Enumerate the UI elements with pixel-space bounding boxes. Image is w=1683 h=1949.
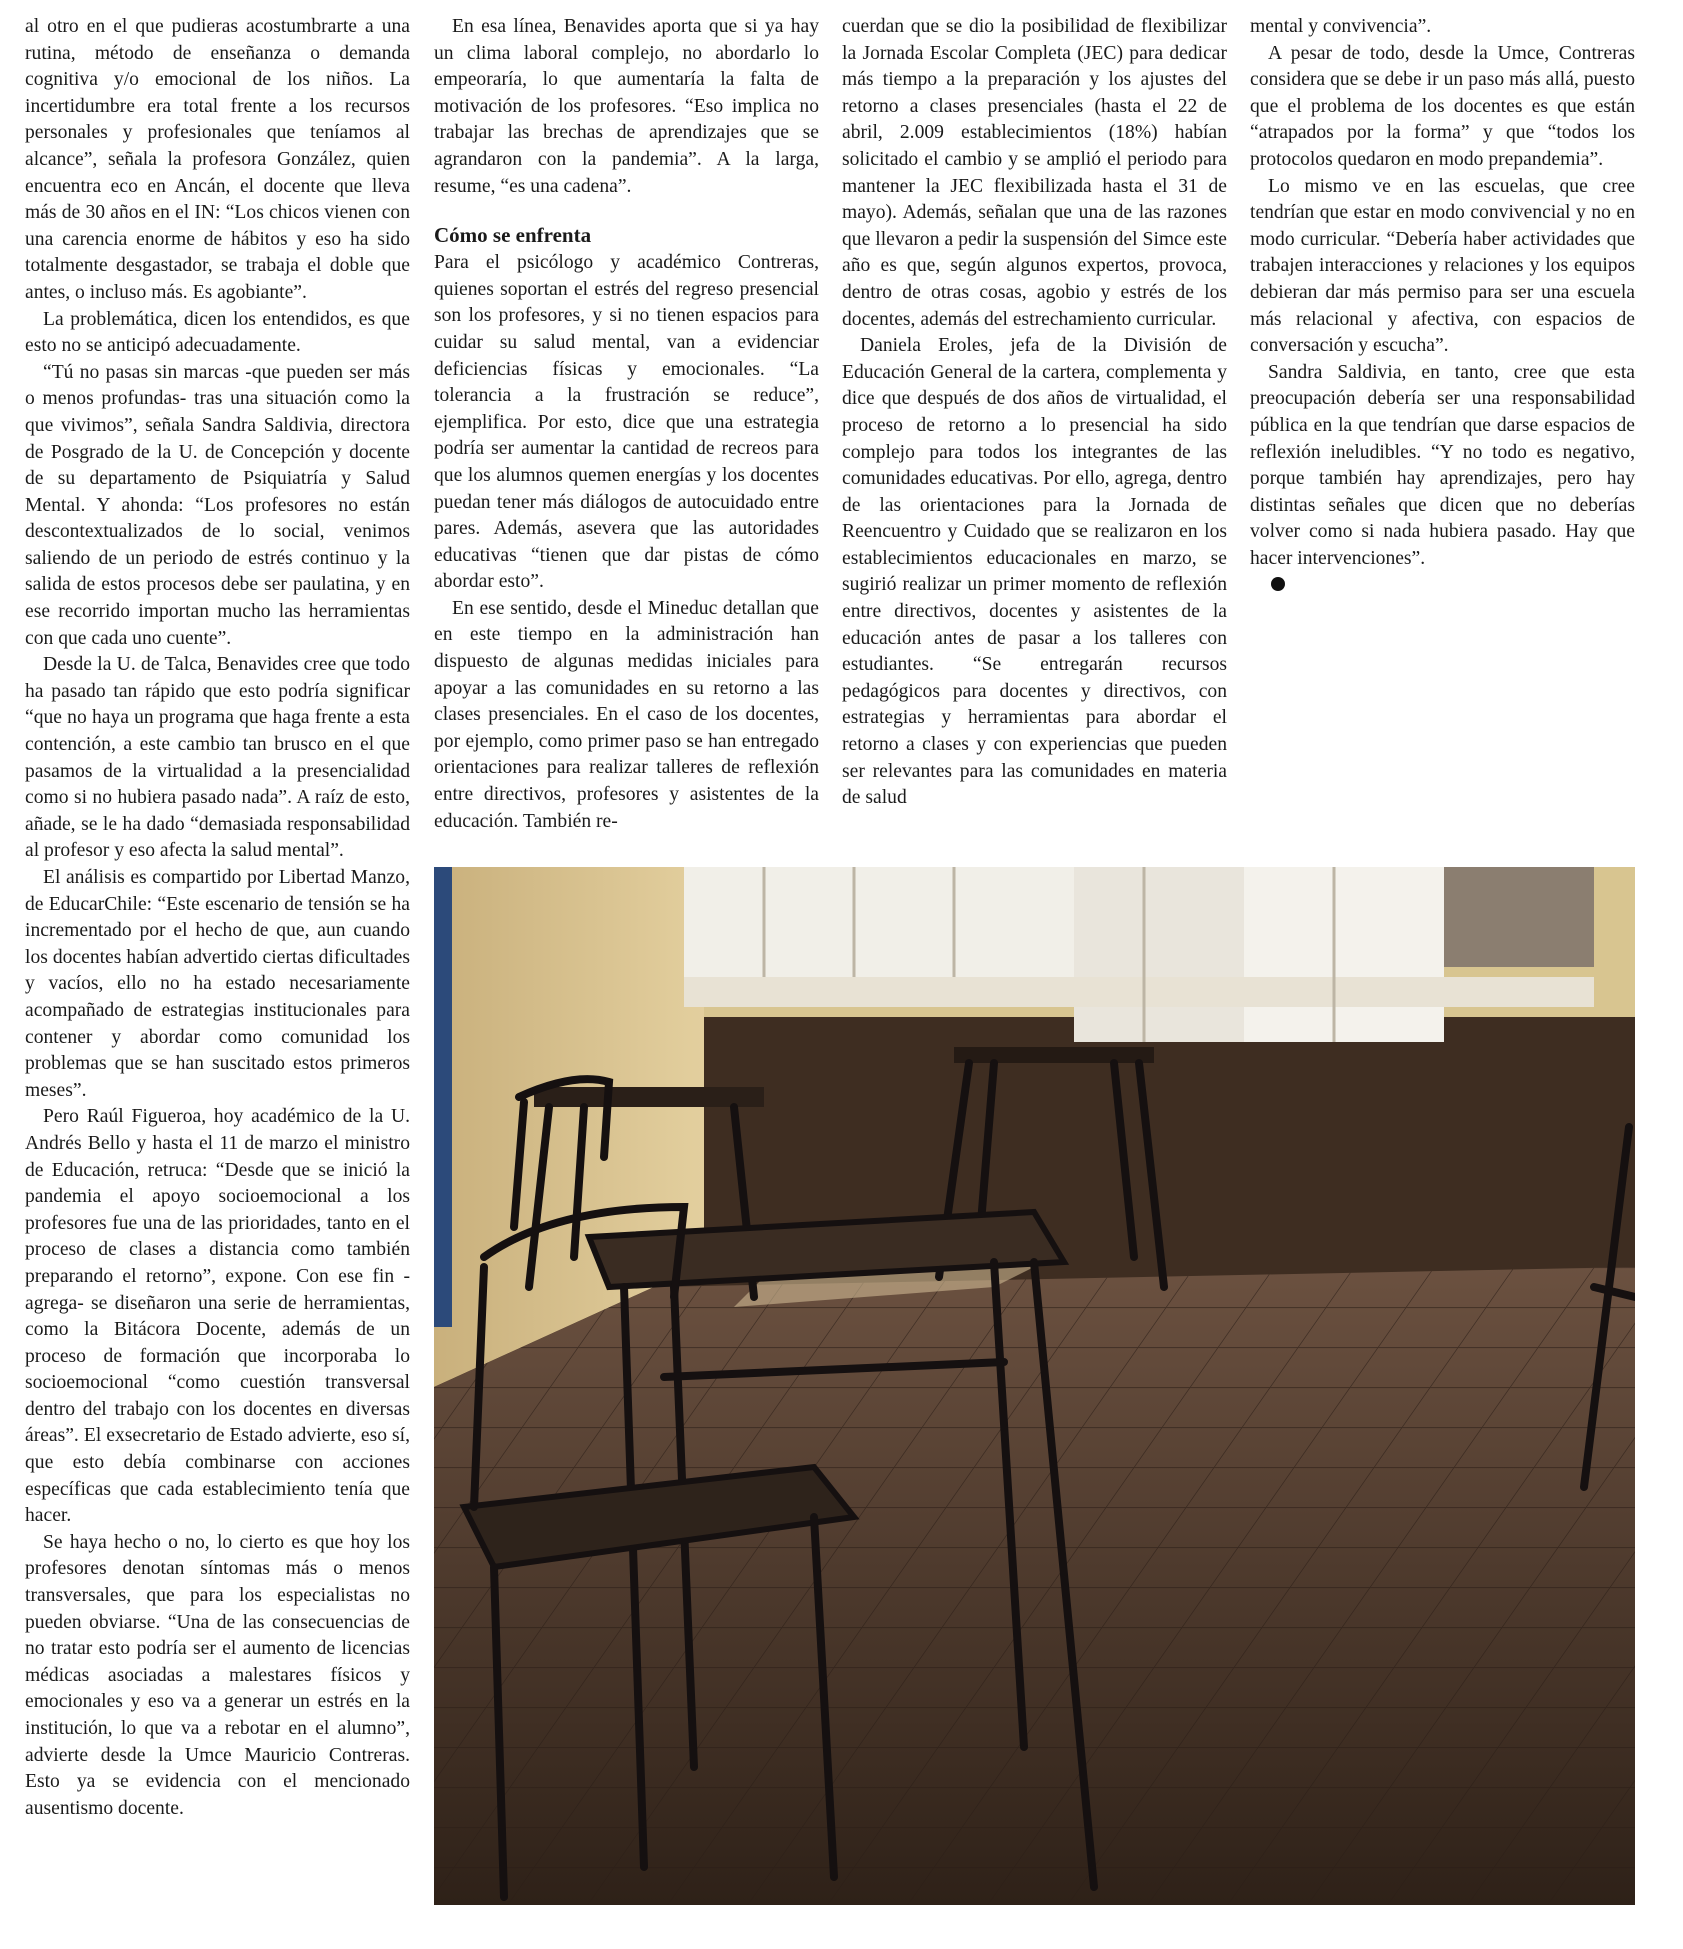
article-column-3	[842, 14, 1227, 812]
paragraph: A pesar de todo, desde la Umce, Contreras considera que se debe ir un paso más allá, puesto que el problema de los docentes es que están “atrapados por la forma” y que “todos los protocolos quedaron en modo prepandemia”.	[1250, 42, 1635, 170]
paragraph	[1250, 572, 1635, 599]
classroom-photo	[434, 867, 1635, 1905]
paragraph: Lo mismo ve en las escuelas, que cree tendrían que estar en modo convivencial y no en modo curricular. “Debería haber actividades que trabajen interacciones y relaciones y los equipos debieran dar más permiso para ser una escuela más relacional y afectiva, con espacios de conversación y escucha”.	[1250, 175, 1635, 357]
paragraph: Daniela Eroles, jefa de la División de Educación General de la cartera, complementa y dice que después de dos años de virtualidad, el proceso de retorno a lo presencial ha sido complejo para todos los integrantes de las comunidades educativas. Por ello, agrega, dentro de las orientaciones para la Jornada de Reencuentro y Cuidado que se realizaron en los establecimientos educacionales en marzo, se sugirió realizar un primer momento de reflexión entre directivos, docentes y asistentes de la educación antes de pasar a los talleres con estudiantes. “Se entregarán recursos pedagógicos para docentes y directivos, con estrategias y herramientas para abordar el retorno a clases y con experiencias que pueden ser relevantes para las comunidades en materia de salud	[842, 335, 1227, 809]
paragraph: En ese sentido, desde el Mineduc detallan que en este tiempo en la administración han dispuesto de algunas medidas iniciales para apoyar a las comunidades en su retorno a las clases presenciales. En el caso de los docentes, por ejemplo, como primer paso se han entregado orientaciones para realizar talleres de reflexión entre directivos, profesores y asistentes de la educación. También re-	[434, 597, 819, 832]
paragraph: El análisis es compartido por Libertad Manzo, de EducarChile: “Este escenario de tensión se ha incrementado por el hecho de que, aun cuando los docentes habían advertido ciertas dificultades y vacíos, ello no ha estado necesariamente acompañado de estrategias institucionales para contener y abordar como comunidad los problemas que se han suscitado estos primeros meses”.	[25, 867, 410, 1101]
paragraph: La problemática, dicen los entendidos, es que esto no se anticipó adecuadamente.	[25, 308, 410, 357]
paragraph: mental y convivencia”.	[1250, 16, 1432, 37]
paragraph: “Tú no pasas sin marcas -que pueden ser más o menos profundas- tras una situación como la que vivimos”, señala Sandra Saldivia, directora de Posgrado de la U. de Concepción y docente de su departamento de Psiquiatría y Salud Mental. Y ahonda: “Los profesores no están descontextualizados de lo social, venimos saliendo de un periodo de estrés continuo y la salida de estos procesos debe ser paulatina, y en ese recorrido importan mucho las herramientas con que cada uno cuente”.	[25, 361, 410, 649]
paragraph: Se haya hecho o no, lo cierto es que hoy los profesores denotan síntomas más o menos transversales, que para los especialistas no pueden obviarse. “Una de las consecuencias de no tratar esto podría ser el aumento de licencias médicas asociadas a malestares físicos y emocionales y eso va a generar un estrés en la institución, lo que va a rebotar en el alumno”, advierte desde la Umce Mauricio Contreras. Esto ya se evidencia con el mencionado ausentismo docente.	[25, 1531, 410, 1819]
paragraph: En esa línea, Benavides aporta que si ya hay un clima laboral complejo, no abordarlo lo empeoraría, lo que aumentaría la falta de motivación de los profesores. “Eso implica no trabajar las brechas de aprendizajes que se agrandaron con la pandemia”. A la larga, resume, “es una cadena”.	[434, 16, 819, 197]
paragraph: cuerdan que se dio la posibilidad de flexibilizar la Jornada Escolar Completa (JEC) para dedicar más tiempo a la preparación y los ajustes del retorno a clases presenciales (hasta el 22 de abril, 2.009 establecimientos (18%) habían solicitado el cambio y se amplió el periodo para mantener la JEC flexibilizada hasta el 31 de mayo). Además, señalan que una de las razones que llevaron a pedir la suspensión del Simce este año es que, según algunos expertos, provoca, dentro de otras cosas, agobio y estrés de los docentes, además del estrechamiento curricular.	[842, 16, 1227, 330]
article-column-4	[1250, 14, 1635, 599]
paragraph: Sandra Saldivia, en tanto, cree que esta preocupación debería ser una responsabilidad pública en la que tendrían que darse espacios de reflexión ineludibles. “Y no todo es negativo, porque también hay aprendizajes, pero hay distintas señales que dicen que no deberías volver como si nada hubiera pasado. Hay que hacer intervenciones”.	[1250, 361, 1635, 569]
end-of-article-mark	[1271, 577, 1285, 591]
section-subhead: Cómo se enfrenta	[434, 223, 592, 248]
paragraph: al otro en el que pudieras acostumbrarte a una rutina, método de enseñanza o demanda cognitiva y/o emocional de los niños. La incertidumbre era total frente a los recursos personales y profesionales que teníamos al alcance”, señala la profesora González, quien encuentra eco en Ancán, el docente que lleva más de 30 años en el IN: “Los chicos vienen con una carencia enorme de hábitos y eso ha sido totalmente desgastador, se trabaja el doble que antes, o incluso más. Es agobiante”.	[25, 16, 410, 303]
paragraph: Para el psicólogo y académico Contreras, quienes soportan el estrés del regreso presencial son los profesores, y si no tienen espacios para cuidar su salud mental, van a evidenciar deficiencias físicas y emocionales. “La tolerancia a la frustración se reduce”, ejemplifica. Por esto, dice que una estrategia podría ser aumentar la cantidad de recreos para que los alumnos quemen energías y los docentes puedan tener más diálogos de autocuidado entre pares. Además, asevera que las autoridades educativas “tienen que dar pistas de cómo abordar esto”.	[434, 252, 819, 593]
article-column-2	[434, 14, 819, 835]
paragraph: Pero Raúl Figueroa, hoy académico de la U. Andrés Bello y hasta el 11 de marzo el ministro de Educación, retruca: “Desde que se inició la pandemia el apoyo socioemocional a los profesores fue una de las prioridades, tanto en el proceso de clases a distancia como también preparando el retorno”, expone. Con ese fin -agrega- se diseñaron una serie de herramientas, como la Bitácora Docente, además de un proceso de formación que incorporaba lo socioemocional “como cuestión transversal dentro del trabajo con los docentes en diversas áreas”. El exsecretario de Estado advierte, eso sí, que esto debía combinarse con acciones específicas que cada establecimiento tenía que hacer.	[25, 1106, 410, 1527]
classroom-photo-illustration	[434, 867, 1635, 1905]
paragraph: Desde la U. de Talca, Benavides cree que todo ha pasado tan rápido que esto podría significar “que no haya un programa que haga frente a esta contención, a este cambio tan brusco en el que pasamos de la virtualidad a la presencialidad como si no hubiera pasado nada”. A raíz de esto, añade, se le ha dado “demasiada responsabilidad al profesor y eso afecta la salud mental”.	[25, 654, 410, 862]
article-column-1	[25, 14, 410, 1822]
